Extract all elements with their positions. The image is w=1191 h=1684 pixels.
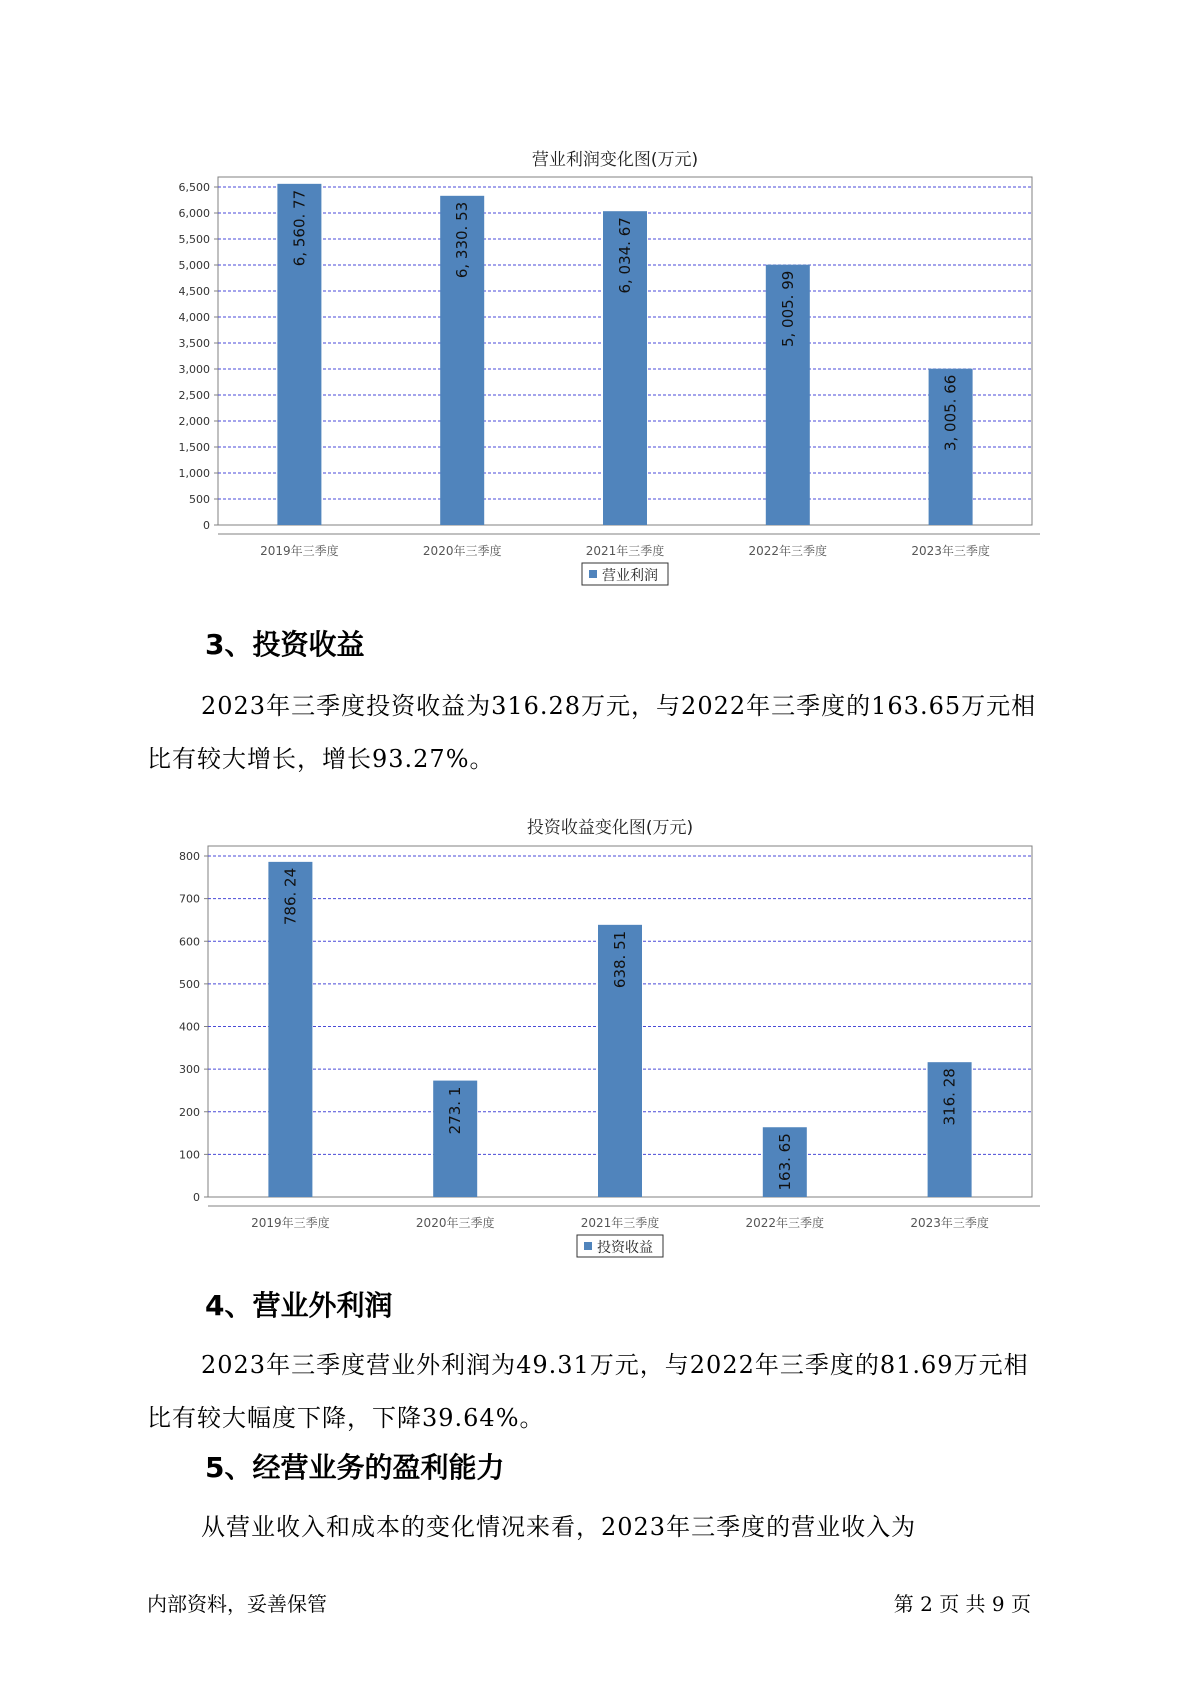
y-tick-label: 6,000 — [178, 207, 210, 220]
category-label: 2019年三季度 — [260, 544, 339, 558]
investment-income-chart — [0, 793, 1191, 1263]
y-tick-label: 4,500 — [178, 285, 210, 298]
y-tick-label: 6,500 — [178, 181, 210, 194]
y-tick-label: 600 — [179, 935, 200, 949]
y-tick-label: 0 — [203, 519, 210, 532]
section-3-paragraph: 2023年三季度投资收益为316.28万元，与2022年三季度的163.65万元相比有较大增长，增长93.27%。 — [147, 692, 1037, 773]
chart-title: 投资收益变化图(万元) — [526, 818, 694, 838]
legend — [582, 563, 668, 585]
y-tick-label: 3,500 — [178, 337, 210, 350]
category-label: 2023年三季度 — [910, 1216, 989, 1230]
y-tick-label: 4,000 — [178, 311, 210, 324]
category-label: 2023年三季度 — [911, 544, 990, 558]
legend-label: 营业利润 — [602, 568, 658, 584]
operating-profit-chart-svg — [0, 125, 1191, 595]
data-label: 163. 65 — [775, 1133, 794, 1191]
chart-title: 营业利润变化图(万元) — [531, 150, 699, 170]
data-label: 6, 330. 53 — [453, 201, 472, 279]
category-label: 2019年三季度 — [251, 1216, 330, 1230]
y-tick-label: 200 — [179, 1105, 200, 1119]
data-label: 6, 560. 77 — [290, 189, 309, 267]
section-5-paragraph: 从营业收入和成本的变化情况来看，2023年三季度的营业收入为 — [201, 1513, 917, 1541]
section-5-heading: 5、经营业务的盈利能力 — [205, 1451, 505, 1484]
operating-profit-chart — [0, 125, 1191, 595]
data-label: 786. 24 — [281, 867, 300, 926]
category-label: 2020年三季度 — [422, 544, 502, 558]
y-tick-label: 300 — [179, 1063, 200, 1077]
y-tick-label: 500 — [179, 977, 200, 991]
section-4-heading: 4、营业外利润 — [205, 1289, 393, 1322]
category-label: 2021年三季度 — [580, 1216, 660, 1230]
data-label: 3, 005. 66 — [941, 374, 960, 452]
y-tick-label: 0 — [193, 1191, 200, 1204]
y-tick-label: 1,500 — [178, 441, 210, 454]
y-tick-label: 5,500 — [178, 233, 210, 246]
section-4-paragraph: 2023年三季度营业外利润为49.31万元，与2022年三季度的81.69万元相比有较大幅度下降，下降39.64%。 — [147, 1351, 1029, 1432]
footer-confidential-note: 内部资料，妥善保管 — [147, 1592, 327, 1616]
legend-label: 投资收益 — [597, 1240, 653, 1256]
section-3-heading: 3、投资收益 — [205, 628, 365, 661]
category-label: 2022年三季度 — [745, 1216, 825, 1230]
legend-swatch — [589, 570, 597, 578]
data-label: 6, 034. 67 — [616, 217, 634, 294]
category-label: 2022年三季度 — [748, 544, 828, 558]
y-tick-label: 100 — [179, 1148, 200, 1162]
category-label: 2021年三季度 — [585, 544, 665, 558]
y-tick-label: 500 — [189, 493, 210, 506]
y-tick-label: 800 — [179, 850, 200, 863]
data-label: 638. 51 — [611, 930, 629, 989]
y-tick-label: 5,000 — [178, 259, 210, 272]
data-label: 5, 005. 99 — [778, 270, 797, 348]
y-tick-label: 2,000 — [178, 415, 210, 428]
y-tick-label: 2,500 — [178, 389, 210, 402]
y-tick-label: 700 — [179, 892, 200, 906]
y-tick-label: 1,000 — [178, 467, 210, 480]
y-tick-label: 3,000 — [178, 363, 210, 376]
legend — [577, 1235, 663, 1257]
data-label: 273. 1 — [446, 1086, 465, 1135]
investment-income-chart-svg — [0, 793, 1191, 1263]
y-tick-label: 400 — [179, 1020, 200, 1034]
data-label: 316. 28 — [940, 1068, 959, 1126]
category-label: 2020年三季度 — [415, 1216, 495, 1230]
legend-swatch — [584, 1242, 592, 1250]
footer-page-number: 第 2 页 共 9 页 — [893, 1592, 1031, 1616]
